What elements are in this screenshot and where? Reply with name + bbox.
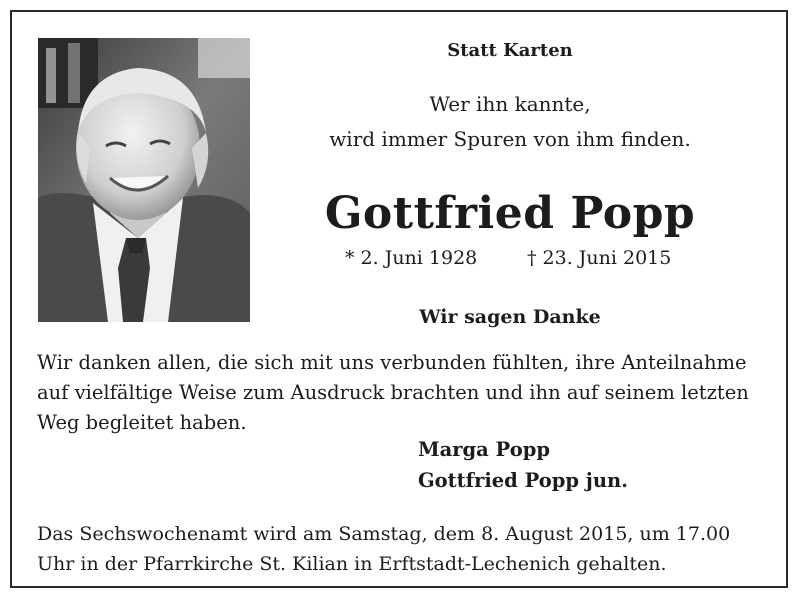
signatory-2: Gottfried Popp jun.: [418, 469, 628, 492]
deceased-name: Gottfried Popp: [324, 188, 696, 239]
thanks-title: Wir sagen Danke: [419, 306, 601, 328]
birth-date: * 2. Juni 1928: [345, 247, 478, 269]
portrait-photo: [38, 38, 250, 322]
service-paragraph: Das Sechswochenamt wird am Samstag, dem 8. August 2015, um 17.00 Uhr in der Pfarrkirche St. Kilian in Erftstadt-Lechenich gehalten.: [37, 523, 731, 575]
signatory-1: Marga Popp: [418, 438, 550, 461]
motto-line-2: wird immer Spuren von ihm finden.: [329, 127, 691, 151]
death-date: † 23. Juni 2015: [527, 247, 672, 269]
header-statt-karten: Statt Karten: [447, 40, 573, 61]
thanks-paragraph: Wir danken allen, die sich mit uns verbunden fühlten, ihre Anteilnahme auf vielfältige Weise zum Ausdruck brachten und ihn auf seinem letzten Weg begleitet haben.: [37, 351, 749, 434]
motto-line-1: Wer ihn kannte,: [429, 92, 591, 116]
